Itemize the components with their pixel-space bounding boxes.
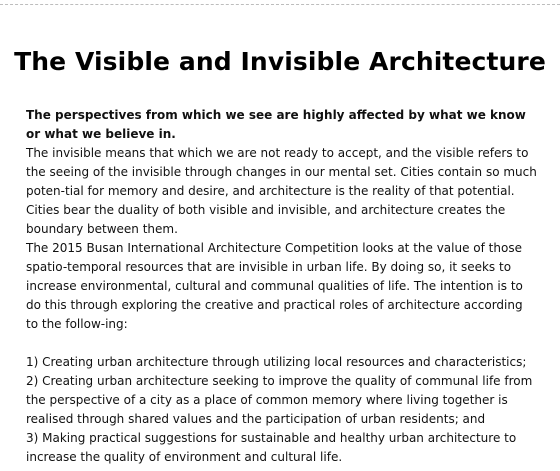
list-item: 1) Creating urban architecture through utilizing local resources and characteristics; bbox=[26, 355, 527, 369]
list-item: 2) Creating urban architecture seeking to improve the quality of communal life from the perspective of a city as a place of common memory where living together is realised through shared values and the participation of urban residents; and bbox=[26, 374, 533, 426]
page-title: The Visible and Invisible Architecture bbox=[14, 47, 546, 76]
top-divider bbox=[0, 4, 560, 5]
document-body bbox=[26, 106, 538, 467]
lead-paragraph: The perspectives from which we see are highly affected by what we know or what we believe in. bbox=[26, 108, 526, 141]
paragraph-invisible: The invisible means that which we are not ready to accept, and the visible refers to the seeing of the invisible through changes in our mental set. Cities contain so much poten-tial for memory and desire, and architecture is the reality of that potential. Cities bear the duality of both visible and invisible, and architecture creates the boundary between them. bbox=[26, 146, 537, 236]
list-item: 3) Making practical suggestions for sustainable and healthy urban architecture to increase the quality of environment and cultural life. bbox=[26, 431, 517, 464]
spacer bbox=[26, 334, 538, 353]
paragraph-competition: The 2015 Busan International Architecture Competition looks at the value of those spatio-temporal resources that are invisible in urban life. By doing so, it seeks to increase environmental, cultural and communal qualities of life. The intention is to do this through exploring the creative and practical roles of architecture according to the follow-ing: bbox=[26, 241, 523, 331]
